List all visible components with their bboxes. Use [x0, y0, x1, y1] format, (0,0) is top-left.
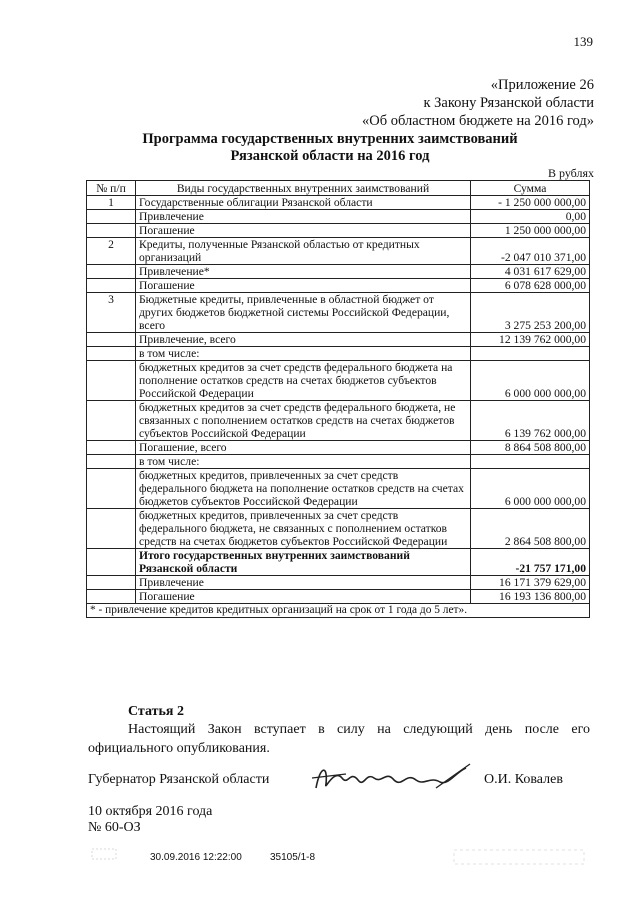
borrowing-table: [86, 180, 590, 618]
row-number: [87, 576, 136, 590]
table-row: [87, 401, 590, 441]
table-row: [87, 509, 590, 549]
row-amount: 16 171 379 629,00: [471, 576, 590, 590]
document-title: [100, 131, 560, 165]
row-amount: 8 864 508 800,00: [471, 441, 590, 455]
row-description: Государственные облигации Рязанской области: [136, 196, 471, 210]
row-description: Кредиты, полученные Рязанской областью от кредитных организаций: [136, 238, 471, 265]
row-amount: - 1 250 000 000,00: [471, 196, 590, 210]
header-amount: Сумма: [471, 181, 590, 196]
row-number: 1: [87, 196, 136, 210]
row-number: 2: [87, 238, 136, 265]
row-description: Погашение: [136, 279, 471, 293]
row-amount: 4 031 617 629,00: [471, 265, 590, 279]
table-body: [87, 196, 590, 604]
row-number: [87, 441, 136, 455]
table-row: [87, 333, 590, 347]
handwritten-signature: [306, 758, 476, 807]
row-amount: 2 864 508 800,00: [471, 509, 590, 549]
row-description: в том числе:: [136, 455, 471, 469]
units-label: В рублях: [547, 166, 594, 180]
row-amount: [471, 455, 590, 469]
table-footnote: * - привлечение кредитов кредитных организаций на срок от 1 года до 5 лет».: [87, 604, 590, 618]
row-number: [87, 224, 136, 238]
row-amount: 6 078 628 000,00: [471, 279, 590, 293]
row-description: в том числе:: [136, 347, 471, 361]
table-row: [87, 441, 590, 455]
appendix-header: [254, 76, 594, 130]
appendix-line-2: к Закону Рязанской области: [423, 95, 594, 111]
faint-stamp-mark: [90, 846, 120, 867]
table-row: [87, 279, 590, 293]
row-description: Итого государственных внутренних заимствований Рязанской области: [136, 549, 471, 576]
table-row: [87, 210, 590, 224]
table-row: [87, 549, 590, 576]
row-number: [87, 549, 136, 576]
table-row: [87, 224, 590, 238]
article-text: Настоящий Закон вступает в силу на следующий день после его официального опубликования.: [88, 722, 590, 756]
row-description: бюджетных кредитов за счет средств федерального бюджета на пополнение остатков средств на счетах бюджетов субъектов Российской Федерации: [136, 361, 471, 401]
row-number: [87, 469, 136, 509]
row-description: Привлечение: [136, 210, 471, 224]
row-description: бюджетных кредитов за счет средств федерального бюджета, не связанных с пополнением остатков средств на счетах бюджетов субъектов Российской Федерации: [136, 401, 471, 441]
print-code: 35105/1-8: [270, 852, 316, 863]
row-number: [87, 590, 136, 604]
row-amount: 6 139 762 000,00: [471, 401, 590, 441]
row-number: [87, 401, 136, 441]
title-line-1: Программа государственных внутренних заимствований: [142, 131, 518, 147]
row-amount: 12 139 762 000,00: [471, 333, 590, 347]
row-number: [87, 265, 136, 279]
header-number: № п/п: [87, 181, 136, 196]
row-number: [87, 509, 136, 549]
governor-title: Губернатор Рязанской области: [88, 772, 270, 787]
table-row: [87, 293, 590, 333]
table-row: [87, 576, 590, 590]
row-description: Привлечение: [136, 576, 471, 590]
row-description: Погашение: [136, 224, 471, 238]
header-type: Виды государственных внутренних заимствований: [136, 181, 471, 196]
table-row: [87, 455, 590, 469]
governor-name: О.И. Ковалев: [484, 772, 563, 787]
title-line-2: Рязанской области на 2016 год: [230, 148, 430, 164]
row-number: [87, 210, 136, 224]
page-number: 139: [573, 34, 593, 49]
article-title: Статья 2: [128, 704, 184, 719]
row-description: Привлечение, всего: [136, 333, 471, 347]
print-timestamp: 30.09.2016 12:22:00: [150, 852, 242, 863]
table-row: [87, 590, 590, 604]
table-row: [87, 361, 590, 401]
row-amount: 1 250 000 000,00: [471, 224, 590, 238]
row-amount: 3 275 253 200,00: [471, 293, 590, 333]
table-row: [87, 265, 590, 279]
row-number: [87, 347, 136, 361]
appendix-line-3: «Об областном бюджете на 2016 год»: [362, 113, 594, 129]
row-description: Привлечение*: [136, 265, 471, 279]
table-row: [87, 469, 590, 509]
appendix-line-1: «Приложение 26: [490, 77, 594, 93]
row-description: бюджетных кредитов, привлеченных за счет средств федерального бюджета на пополнение остатков средств на счетах бюджетов субъектов Российской Федерации: [136, 469, 471, 509]
row-amount: -21 757 171,00: [471, 549, 590, 576]
footnote-row: [87, 604, 590, 618]
row-number: 3: [87, 293, 136, 333]
row-amount: 6 000 000 000,00: [471, 361, 590, 401]
table-row: [87, 238, 590, 265]
signing-date: 10 октября 2016 года: [88, 804, 213, 819]
table-row: [87, 347, 590, 361]
row-amount: 6 000 000 000,00: [471, 469, 590, 509]
row-number: [87, 455, 136, 469]
law-number: № 60-ОЗ: [88, 820, 141, 835]
row-description: Бюджетные кредиты, привлеченные в областной бюджет от других бюджетов бюджетной системы Российской Федерации, всего: [136, 293, 471, 333]
table-header-row: [87, 181, 590, 196]
row-description: Погашение, всего: [136, 441, 471, 455]
table-row: [87, 196, 590, 210]
faint-stamp-mark-right: [452, 848, 592, 873]
row-description: Погашение: [136, 590, 471, 604]
row-description: бюджетных кредитов, привлеченных за счет средств федерального бюджета, не связанных с пополнением остатков средств на счетах бюджетов субъектов Российской Федерации: [136, 509, 471, 549]
row-amount: -2 047 010 371,00: [471, 238, 590, 265]
row-number: [87, 333, 136, 347]
row-number: [87, 279, 136, 293]
row-amount: 0,00: [471, 210, 590, 224]
row-amount: [471, 347, 590, 361]
row-amount: 16 193 136 800,00: [471, 590, 590, 604]
row-number: [87, 361, 136, 401]
